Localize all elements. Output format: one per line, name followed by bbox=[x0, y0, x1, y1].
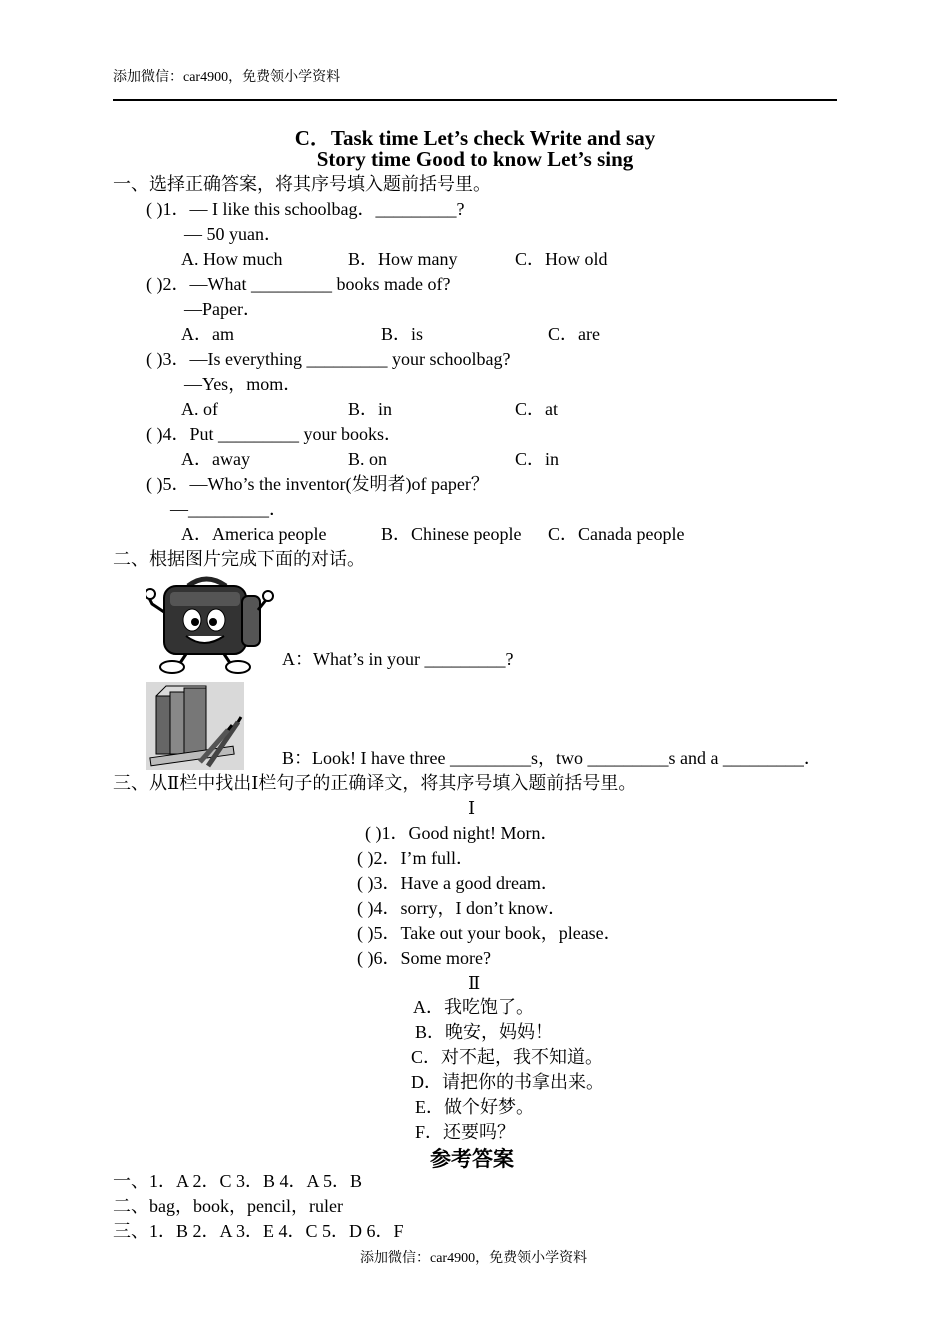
q5-option-a: A．America people bbox=[181, 524, 327, 544]
column-1-item: ( )2．I’m full． bbox=[357, 848, 474, 868]
title-line-2: Story time Good to know Let’s sing bbox=[316, 147, 634, 171]
column-2-item: B．晚安，妈妈！ bbox=[415, 1022, 554, 1042]
column-2-item: A．我吃饱了。 bbox=[413, 997, 534, 1017]
column-2-item: E．做个好梦。 bbox=[415, 1097, 534, 1117]
q2-option-a: A．am bbox=[181, 324, 234, 344]
column-1-item: ( )4．sorry，I don’t know． bbox=[357, 898, 567, 918]
column-2-item: F．还要吗？ bbox=[415, 1122, 516, 1142]
q5-option-b: B．Chinese people bbox=[381, 524, 522, 544]
q3-reply: —Yes，mom． bbox=[184, 374, 302, 394]
column-1-item: ( )3．Have a good dream． bbox=[357, 873, 559, 893]
q4-option-c: C．in bbox=[515, 449, 560, 469]
section2-heading: 二、根据图片完成下面的对话。 bbox=[113, 549, 365, 569]
page-footer: 添加微信：car4900，免费领小学资料 bbox=[360, 1251, 588, 1266]
column-2-label: Ⅱ bbox=[468, 973, 481, 993]
column-1-item: ( )1．Good night! Morn． bbox=[365, 823, 559, 843]
books-and-pencils-picture bbox=[146, 682, 244, 770]
q1-option-b: B．How many bbox=[348, 249, 458, 269]
answers-line-1: 一、1．A 2．C 3．B 4．A 5．B bbox=[113, 1171, 363, 1191]
q5-stem: ( )5．—Who’s the inventor(发明者)of paper？ bbox=[146, 474, 489, 494]
q3-stem: ( )3．—Is everything _________ your schoolbag? bbox=[146, 349, 511, 369]
q2-option-b: B．is bbox=[381, 324, 424, 344]
q4-option-b: B. on bbox=[348, 449, 388, 469]
q3-option-b: B．in bbox=[348, 399, 393, 419]
header-divider bbox=[113, 99, 837, 101]
column-1-item: ( )5．Take out your book，please． bbox=[357, 923, 622, 943]
title-line-1: C．Task time Let’s check Write and say bbox=[294, 126, 656, 150]
column-2-item: D．请把你的书拿出来。 bbox=[411, 1072, 604, 1092]
schoolbag-picture bbox=[146, 574, 274, 674]
q1-stem: ( )1．— I like this schoolbag．_________? bbox=[146, 199, 465, 219]
q3-option-c: C．at bbox=[515, 399, 558, 419]
q2-reply: —Paper． bbox=[184, 299, 261, 319]
column-1-label: Ⅰ bbox=[468, 798, 476, 818]
q3-option-a: A. of bbox=[181, 399, 218, 419]
q1-option-a: A. How much bbox=[181, 249, 283, 269]
q2-option-c: C．are bbox=[548, 324, 600, 344]
column-1-item: ( )6．Some more? bbox=[357, 948, 491, 968]
section1-heading: 一、选择正确答案，将其序号填入题前括号里。 bbox=[113, 174, 491, 194]
page-header: 添加微信：car4900，免费领小学资料 bbox=[113, 70, 341, 85]
answers-heading: 参考答案 bbox=[430, 1147, 514, 1171]
q5-option-c: C．Canada people bbox=[548, 524, 685, 544]
column-2-item: C．对不起，我不知道。 bbox=[411, 1047, 604, 1067]
q5-reply: —_________． bbox=[170, 499, 287, 519]
answers-line-2: 二、bag，book，pencil，ruler bbox=[113, 1196, 343, 1216]
q1-option-c: C．How old bbox=[515, 249, 608, 269]
dialogue-line-a: A：What’s in your _________? bbox=[282, 649, 514, 669]
answers-line-3: 三、1．B 2．A 3．E 4．C 5．D 6．F bbox=[113, 1221, 404, 1241]
q1-reply: — 50 yuan． bbox=[184, 224, 282, 244]
q4-stem: ( )4．Put _________ your books． bbox=[146, 424, 402, 444]
q4-option-a: A．away bbox=[181, 449, 250, 469]
q2-stem: ( )2．—What _________ books made of? bbox=[146, 274, 451, 294]
section3-heading: 三、从Ⅱ栏中找出Ⅰ栏句子的正确译文，将其序号填入题前括号里。 bbox=[113, 773, 637, 793]
dialogue-line-b: B：Look! I have three _________s，two _________s and a _________． bbox=[282, 748, 822, 768]
